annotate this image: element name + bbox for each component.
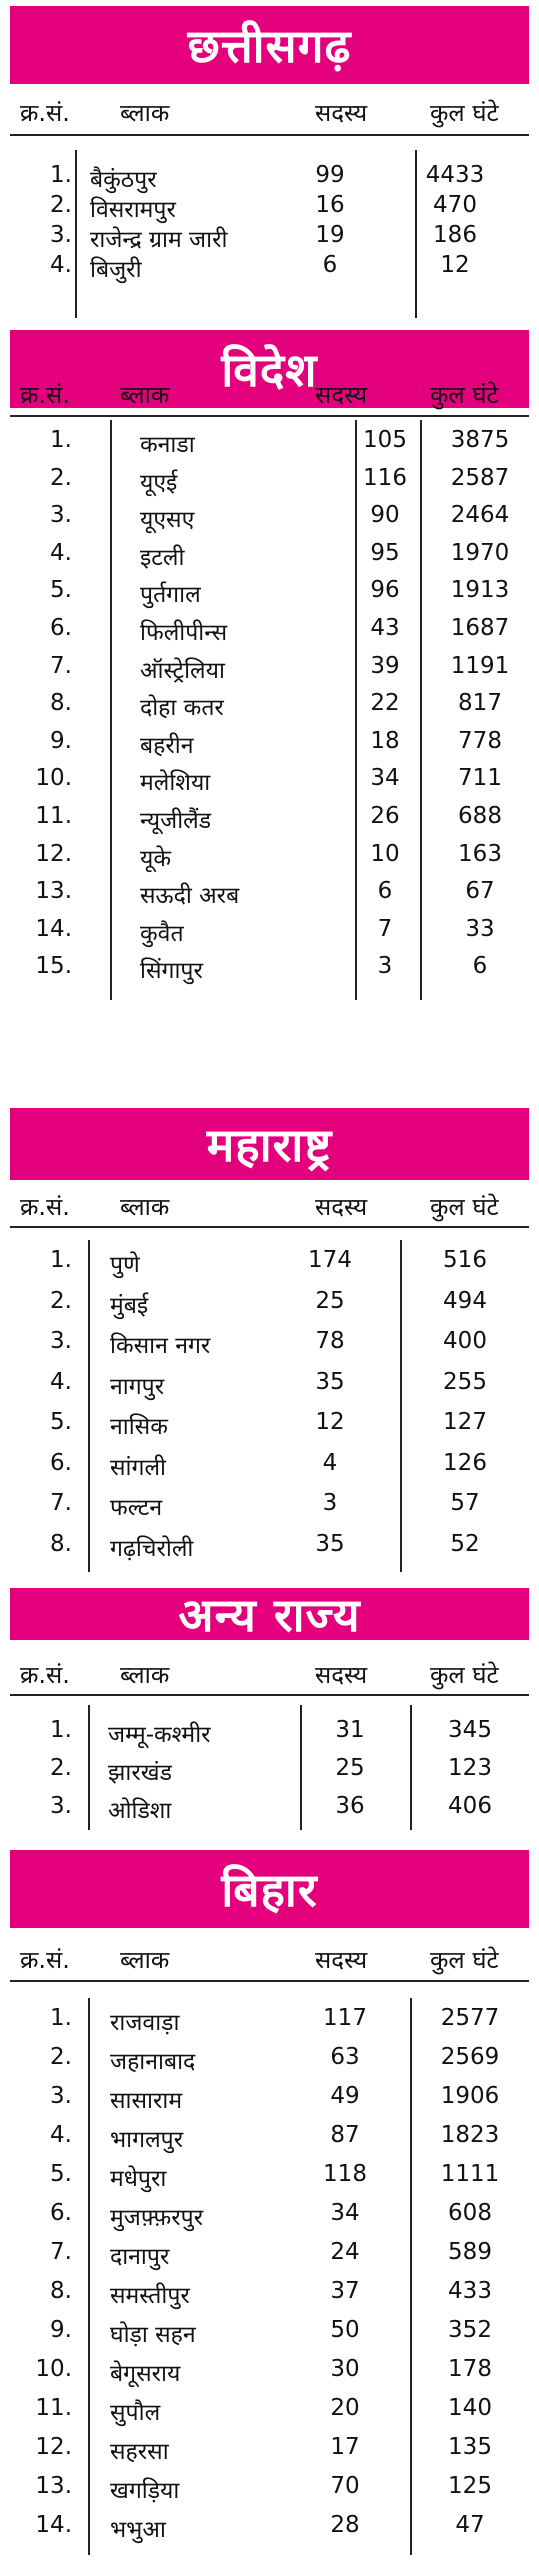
column-header-row: [0, 96, 539, 126]
row-block-name: जहानाबाद: [110, 2049, 196, 2075]
row-block-name: झारखंड: [108, 1760, 172, 1786]
row-serial: 4.: [50, 539, 72, 566]
col-header-block: ब्लाक: [120, 1193, 170, 1221]
row-members: 35: [315, 1368, 345, 1395]
row-members: 95: [370, 539, 400, 566]
row-members: 34: [330, 2200, 360, 2226]
header-divider: [10, 134, 529, 136]
col-header-block: ब्लाक: [120, 1661, 170, 1689]
row-members: 12: [315, 1409, 345, 1435]
row-block-name: पुर्तगाल: [140, 582, 201, 609]
col-header-serial: क्र.सं.: [20, 99, 70, 127]
row-serial: 12.: [35, 840, 72, 867]
row-hours: 1913: [450, 577, 510, 604]
row-hours: 255: [443, 1368, 487, 1395]
row-serial: 2.: [50, 1755, 72, 1781]
table-row: [0, 914, 539, 952]
table-row: [0, 876, 539, 914]
row-hours: 608: [448, 2200, 492, 2226]
row-block-name: भभुआ: [110, 2517, 166, 2543]
row-block-name: मलेशिया: [140, 770, 211, 797]
row-members: 117: [323, 2005, 367, 2031]
row-hours: 470: [433, 192, 477, 218]
header-divider: [10, 1226, 529, 1228]
table-row: [0, 1715, 539, 1753]
table-row: [0, 2393, 539, 2432]
table-row: [0, 1529, 539, 1570]
row-members: 99: [315, 162, 345, 188]
row-serial: 3.: [50, 1328, 72, 1354]
row-serial: 5.: [50, 2161, 72, 2187]
table-row: [0, 763, 539, 801]
row-hours: 494: [443, 1287, 487, 1314]
row-serial: 2.: [50, 192, 72, 218]
table-row: [0, 2120, 539, 2159]
table-row: [0, 1488, 539, 1529]
row-block-name: दोहा कतर: [140, 695, 224, 722]
row-hours: 1191: [450, 652, 510, 679]
row-block-name: नासिक: [110, 1414, 168, 1440]
col-header-members: सदस्य: [315, 381, 368, 409]
col-header-hours: कुल घंटे: [430, 1193, 499, 1221]
row-block-name: मुजफ़्फ़रपुर: [110, 2205, 204, 2231]
row-serial: 5.: [50, 1409, 72, 1435]
row-hours: 516: [443, 1247, 487, 1273]
row-hours: 688: [458, 803, 502, 829]
row-block-name: राजवाड़ा: [110, 2010, 180, 2036]
row-serial: 2.: [50, 464, 72, 491]
row-serial: 15.: [35, 953, 72, 980]
row-members: 18: [370, 727, 400, 754]
table-row: [0, 1367, 539, 1408]
row-hours: 711: [458, 765, 502, 792]
row-serial: 1.: [50, 162, 72, 188]
row-serial: 2.: [50, 1287, 72, 1314]
row-hours: 778: [458, 727, 502, 754]
table-row: [0, 425, 539, 463]
table-row: [0, 2432, 539, 2471]
row-serial: 1.: [50, 427, 72, 453]
section-title-banner: छत्तीसगढ़: [10, 6, 529, 84]
row-members: 49: [330, 2083, 360, 2109]
row-members: 63: [330, 2044, 360, 2070]
row-members: 50: [330, 2317, 360, 2343]
row-serial: 10.: [35, 2356, 72, 2382]
table-row: [0, 538, 539, 576]
row-block-name: फल्टन: [110, 1495, 163, 1521]
row-block-name: यूएसए: [140, 507, 195, 534]
row-members: 34: [370, 765, 400, 792]
row-block-name: मुंबई: [110, 1292, 149, 1319]
row-members: 36: [335, 1793, 365, 1819]
table-row: [0, 2237, 539, 2276]
row-hours: 33: [465, 915, 495, 942]
table-row: [0, 575, 539, 613]
row-serial: 3.: [50, 2083, 72, 2109]
row-members: 78: [315, 1328, 345, 1354]
col-header-members: सदस्य: [315, 1661, 368, 1689]
table-row: [0, 160, 539, 193]
table-row: [0, 1326, 539, 1367]
row-serial: 4.: [50, 1368, 72, 1395]
row-members: 25: [315, 1287, 345, 1314]
row-block-name: कनाडा: [140, 432, 195, 458]
table-row: [0, 250, 539, 283]
row-block-name: ऑस्ट्रेलिया: [140, 657, 225, 684]
row-block-name: समस्तीपुर: [110, 2283, 190, 2309]
row-serial: 7.: [50, 1490, 72, 1516]
row-serial: 5.: [50, 577, 72, 604]
row-block-name: बैकुंठपुर: [90, 167, 157, 193]
row-members: 26: [370, 803, 400, 829]
row-serial: 11.: [35, 803, 72, 829]
row-serial: 4.: [50, 252, 72, 278]
table-row: [0, 726, 539, 764]
column-header-row: [0, 378, 539, 408]
row-hours: 345: [448, 1717, 492, 1743]
section-title-banner: अन्य राज्य: [10, 1588, 529, 1640]
row-block-name: खगड़िया: [110, 2478, 180, 2504]
row-hours: 2577: [440, 2005, 500, 2031]
row-members: 31: [335, 1717, 365, 1743]
table-row: [0, 839, 539, 877]
column-header-row: [0, 1190, 539, 1220]
row-block-name: यूके: [140, 845, 172, 872]
row-hours: 47: [455, 2512, 485, 2538]
row-block-name: राजेन्द्र ग्राम जारी: [90, 227, 228, 253]
row-block-name: पुणे: [110, 1252, 140, 1278]
row-hours: 135: [448, 2434, 492, 2460]
row-hours: 178: [448, 2356, 492, 2382]
table-row: [0, 2354, 539, 2393]
row-hours: 4433: [425, 162, 485, 188]
row-block-name: भागलपुर: [110, 2127, 184, 2153]
row-hours: 186: [433, 222, 477, 248]
row-serial: 2.: [50, 2044, 72, 2070]
row-hours: 127: [443, 1409, 487, 1435]
row-block-name: यूएई: [140, 469, 178, 496]
row-hours: 57: [450, 1490, 480, 1516]
col-header-serial: क्र.सं.: [20, 1661, 70, 1689]
row-hours: 6: [472, 953, 488, 980]
row-serial: 9.: [50, 727, 72, 754]
row-members: 70: [330, 2473, 360, 2499]
row-members: 7: [377, 915, 393, 942]
row-members: 174: [308, 1247, 352, 1273]
row-hours: 1906: [440, 2083, 500, 2109]
col-header-serial: क्र.सं.: [20, 1193, 70, 1221]
table-row: [0, 1753, 539, 1791]
row-hours: 817: [458, 690, 502, 717]
row-serial: 8.: [50, 690, 72, 717]
table-row: [0, 801, 539, 839]
row-serial: 10.: [35, 765, 72, 792]
row-hours: 1823: [440, 2122, 500, 2148]
header-divider: [10, 415, 529, 417]
row-members: 35: [315, 1530, 345, 1557]
row-members: 3: [377, 953, 393, 980]
row-block-name: सांगली: [110, 1454, 167, 1481]
row-block-name: सासाराम: [110, 2088, 183, 2114]
row-serial: 8.: [50, 1530, 72, 1557]
row-hours: 52: [450, 1530, 480, 1557]
row-block-name: बिजुरी: [90, 257, 142, 283]
row-block-name: बहरीन: [140, 732, 194, 759]
row-block-name: किसान नगर: [110, 1333, 211, 1359]
row-hours: 352: [448, 2317, 492, 2343]
table-row: [0, 1286, 539, 1327]
row-block-name: विसरामपुर: [90, 197, 176, 223]
col-header-members: सदस्य: [315, 1193, 368, 1221]
row-members: 87: [330, 2122, 360, 2148]
row-hours: 2569: [440, 2044, 500, 2070]
row-members: 43: [370, 615, 400, 641]
row-hours: 12: [440, 252, 470, 278]
table-row: [0, 2159, 539, 2198]
section-title-banner: विदेश: [10, 330, 529, 408]
row-hours: 126: [443, 1449, 487, 1476]
row-members: 17: [330, 2434, 360, 2460]
row-members: 90: [370, 502, 400, 529]
col-header-hours: कुल घंटे: [430, 1661, 499, 1689]
row-block-name: इटली: [140, 544, 185, 571]
col-header-members: सदस्य: [315, 99, 368, 127]
row-serial: 14.: [35, 2512, 72, 2538]
table-row: [0, 463, 539, 501]
table-row: [0, 2003, 539, 2042]
row-members: 6: [377, 878, 393, 905]
row-block-name: सऊदी अरब: [140, 883, 240, 910]
row-block-name: बेगूसराय: [110, 2361, 181, 2387]
row-serial: 1.: [50, 1717, 72, 1743]
row-serial: 13.: [35, 2473, 72, 2499]
col-header-hours: कुल घंटे: [430, 99, 499, 127]
row-serial: 7.: [50, 652, 72, 679]
row-members: 24: [330, 2239, 360, 2265]
row-block-name: नागपुर: [110, 1373, 165, 1400]
table-row: [0, 2315, 539, 2354]
row-serial: 6.: [50, 1449, 72, 1476]
row-hours: 140: [448, 2395, 492, 2421]
col-header-block: ब्लाक: [120, 381, 170, 409]
row-members: 37: [330, 2278, 360, 2304]
column-header-row: [0, 1658, 539, 1688]
row-members: 10: [370, 840, 400, 867]
row-serial: 14.: [35, 915, 72, 942]
row-serial: 13.: [35, 878, 72, 905]
row-members: 30: [330, 2356, 360, 2382]
row-block-name: गढ़चिरोली: [110, 1535, 194, 1562]
row-serial: 6.: [50, 615, 72, 641]
row-members: 22: [370, 690, 400, 717]
row-hours: 406: [448, 1793, 492, 1819]
row-block-name: घोड़ा सहन: [110, 2322, 196, 2348]
row-block-name: दानापुर: [110, 2244, 170, 2270]
row-members: 118: [323, 2161, 367, 2187]
row-serial: 7.: [50, 2239, 72, 2265]
row-block-name: कुवैत: [140, 920, 184, 947]
row-block-name: जम्मू-कश्मीर: [108, 1722, 211, 1748]
row-hours: 67: [465, 878, 495, 905]
table-row: [0, 2510, 539, 2549]
row-hours: 1970: [450, 539, 510, 566]
row-serial: 3.: [50, 222, 72, 248]
row-serial: 1.: [50, 1247, 72, 1273]
row-members: 96: [370, 577, 400, 604]
col-header-block: ब्लाक: [120, 99, 170, 127]
row-members: 4: [322, 1449, 338, 1476]
row-hours: 400: [443, 1328, 487, 1354]
table-row: [0, 2081, 539, 2120]
row-members: 20: [330, 2395, 360, 2421]
table-row: [0, 2042, 539, 2081]
row-block-name: सुपौल: [110, 2400, 161, 2426]
header-divider: [10, 1980, 529, 1982]
table-row: [0, 613, 539, 651]
row-block-name: मधेपुरा: [110, 2166, 167, 2192]
row-serial: 4.: [50, 2122, 72, 2148]
row-members: 39: [370, 652, 400, 679]
row-block-name: ओडिशा: [108, 1798, 172, 1824]
row-serial: 8.: [50, 2278, 72, 2304]
header-divider: [10, 1694, 529, 1696]
row-members: 3: [322, 1490, 338, 1516]
table-row: [0, 2198, 539, 2237]
table-row: [0, 1448, 539, 1489]
row-serial: 1.: [50, 2005, 72, 2031]
row-block-name: फिलीपीन्स: [140, 620, 228, 646]
row-hours: 125: [448, 2473, 492, 2499]
row-members: 6: [322, 252, 338, 278]
section-title-banner: बिहार: [10, 1850, 529, 1928]
row-serial: 12.: [35, 2434, 72, 2460]
section-title-banner: महाराष्ट्र: [10, 1108, 529, 1180]
col-header-serial: क्र.सं.: [20, 1946, 70, 1974]
table-row: [0, 951, 539, 989]
row-hours: 1111: [440, 2161, 500, 2187]
table-row: [0, 1245, 539, 1286]
col-header-serial: क्र.सं.: [20, 381, 70, 409]
table-row: [0, 1407, 539, 1448]
row-members: 28: [330, 2512, 360, 2538]
row-block-name: सहरसा: [110, 2439, 169, 2465]
col-header-block: ब्लाक: [120, 1946, 170, 1974]
col-header-hours: कुल घंटे: [430, 1946, 499, 1974]
row-serial: 11.: [35, 2395, 72, 2421]
row-serial: 3.: [50, 502, 72, 529]
row-serial: 9.: [50, 2317, 72, 2343]
table-row: [0, 2276, 539, 2315]
col-header-members: सदस्य: [315, 1946, 368, 1974]
row-members: 25: [335, 1755, 365, 1781]
table-row: [0, 500, 539, 538]
row-serial: 6.: [50, 2200, 72, 2226]
col-header-hours: कुल घंटे: [430, 381, 499, 409]
row-block-name: सिंगापुर: [140, 958, 203, 985]
row-hours: 589: [448, 2239, 492, 2265]
row-members: 105: [363, 427, 407, 453]
table-row: [0, 190, 539, 223]
row-block-name: न्यूजीलैंड: [140, 808, 212, 834]
row-hours: 2587: [450, 464, 510, 491]
row-hours: 163: [458, 840, 502, 867]
row-members: 19: [315, 222, 345, 248]
table-row: [0, 220, 539, 253]
row-members: 16: [315, 192, 345, 218]
row-hours: 2464: [450, 502, 510, 529]
row-serial: 3.: [50, 1793, 72, 1819]
table-row: [0, 2471, 539, 2510]
row-hours: 3875: [450, 427, 510, 453]
row-hours: 1687: [450, 615, 510, 641]
row-hours: 123: [448, 1755, 492, 1781]
table-row: [0, 1791, 539, 1829]
table-row: [0, 651, 539, 689]
row-hours: 433: [448, 2278, 492, 2304]
row-members: 116: [363, 464, 407, 491]
table-row: [0, 688, 539, 726]
column-header-row: [0, 1943, 539, 1973]
